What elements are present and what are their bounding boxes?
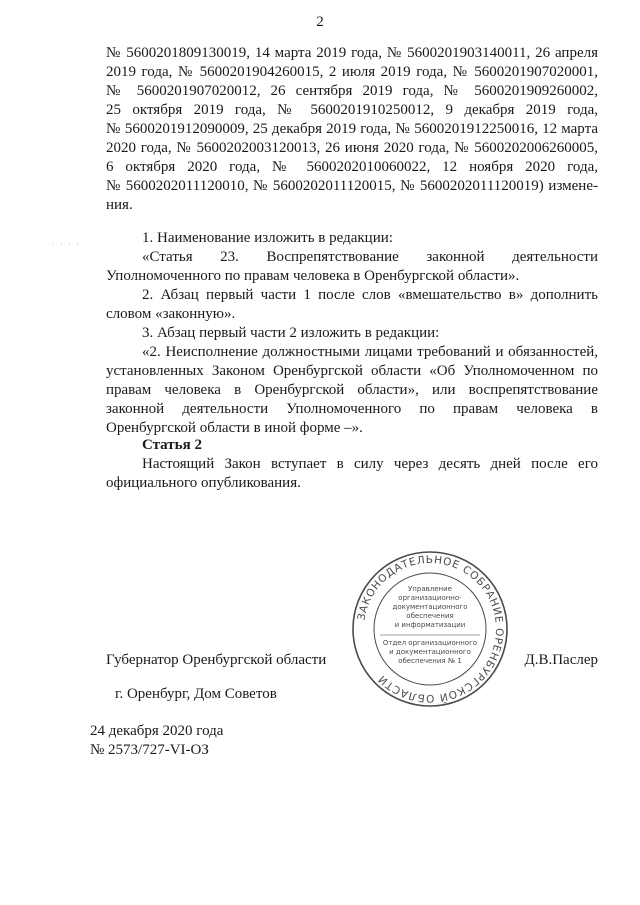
- amendment-item-3-text: «2. Неисполнение должностными лицами требований и обязанностей, установленных Законом Оренбургской области «Об Уполномоченном по правам человека в Оренбургской области», или воспрепятствование законной деятельности Уполномоченного по правам человека в Оренбургской области в иной форме –».: [106, 344, 598, 436]
- intro-line: ния.: [106, 197, 133, 213]
- seal-inner-line: документационного: [392, 603, 468, 611]
- date-block: [90, 722, 223, 760]
- article-2-text: Настоящий Закон вступает в силу через десять дней после его официального опубликования.: [106, 456, 598, 491]
- intro-line: № 5600202011120010, № 5600202011120015, № 5600202011120019) измене-: [106, 178, 598, 194]
- amendment-item-2: 2. Абзац первый части 1 после слов «вмешательство в» дополнить словом «законную».: [106, 287, 598, 322]
- amendment-item-1: 1. Наименование изложить в редакции:: [142, 230, 393, 246]
- article-2-block: [106, 436, 598, 493]
- seal-inner-line: Управление: [408, 585, 452, 593]
- intro-line: № 5600201907020012, 26 сентября 2019 года, № 5600201909260002,: [106, 83, 598, 99]
- intro-line: 2020 года, № 5600202003120013, 26 июня 2020 года, № 5600202006260005,: [106, 140, 598, 156]
- intro-line: 2019 года, № 5600201904260015, 2 июля 2019 года, № 5600201907020001,: [106, 64, 598, 80]
- seal-outer-ring: [353, 552, 507, 706]
- margin-mark: · · · ·: [52, 241, 81, 249]
- seal-dept-line: и документационного: [389, 648, 471, 656]
- official-seal: [350, 549, 510, 709]
- intro-line: № 5600201912090009, 25 декабря 2019 года, № 5600201912250016, 12 марта: [106, 121, 598, 137]
- amendment-item-1-text: «Статья 23. Воспрепятствование законной деятельности Уполномоченного по правам человека в Оренбургской области».: [106, 249, 598, 284]
- amendment-item-3: 3. Абзац первый части 2 изложить в редакции:: [142, 325, 440, 341]
- intro-line: 6 октября 2020 года, № 5600202010060022, 12 ноября 2020 года,: [106, 159, 598, 175]
- law-number: № 2573/727-VI-ОЗ: [90, 742, 209, 758]
- seal-dept-line: Отдел организационного: [382, 639, 478, 647]
- page-number: 2: [316, 14, 324, 30]
- article-2-heading: Статья 2: [142, 437, 202, 453]
- intro-line: 25 октября 2019 года, № 5600201910250012, 9 декабря 2019 года,: [106, 102, 598, 118]
- amendments-block: [106, 229, 598, 438]
- seal-inner-line: организационно-: [398, 594, 462, 602]
- seal-outer-text: ЗАКОНОДАТЕЛЬНОЕ СОБРАНИЕ ОРЕНБУРГСКОЙ ОБЛАСТИ: [355, 553, 506, 705]
- intro-paragraph: [106, 44, 598, 215]
- signing-date: 24 декабря 2020 года: [90, 723, 224, 739]
- governor-name: Д.В.Паслер: [524, 652, 598, 668]
- place-of-signing: г. Оренбург, Дом Советов: [115, 686, 277, 702]
- governor-title: Губернатор Оренбургской области: [106, 652, 327, 668]
- seal-inner-line: обеспечения: [406, 612, 454, 620]
- intro-line: № 5600201809130019, 14 марта 2019 года, № 5600201903140011, 26 апреля: [106, 45, 598, 61]
- seal-dept-line: обеспечения № 1: [398, 657, 462, 665]
- seal-inner-line: и информатизации: [394, 621, 466, 629]
